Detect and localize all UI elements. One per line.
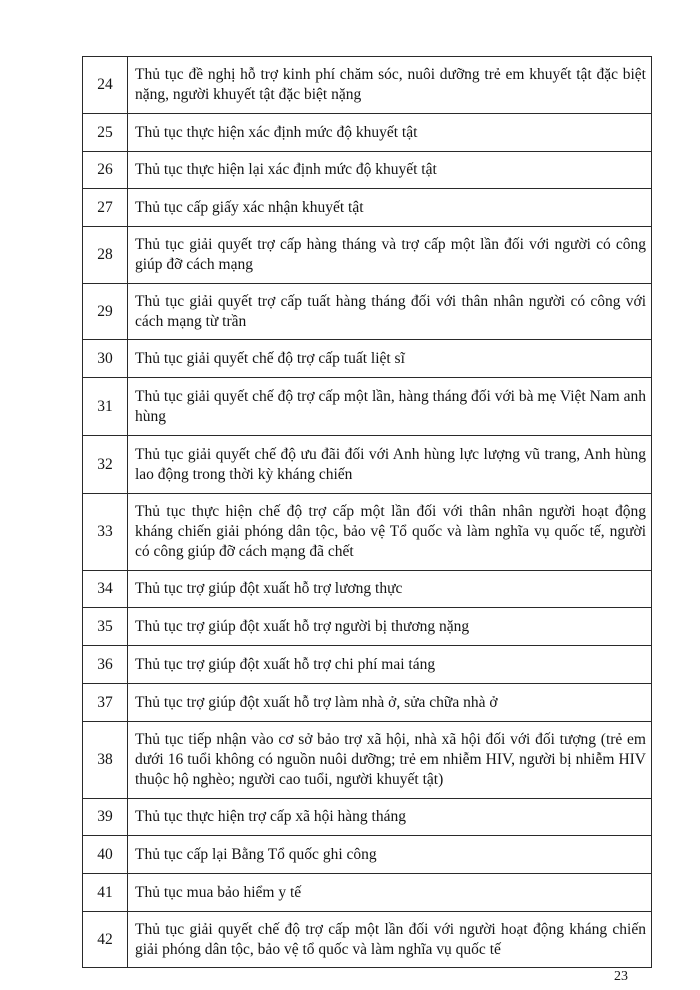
procedure-name: Thủ tục thực hiện chế độ trợ cấp một lần đối với thân nhân người hoạt động kháng chiến giải phóng dân tộc, bảo vệ Tổ quốc và làm nghĩa vụ quốc tế, người có công giúp đỡ cách mạng đã chết — [128, 494, 652, 571]
table-row — [83, 836, 652, 874]
procedure-name: Thủ tục giải quyết chế độ trợ cấp tuất liệt sĩ — [128, 340, 652, 378]
procedure-name: Thủ tục giải quyết trợ cấp tuất hàng tháng đối với thân nhân người có công với cách mạng từ trần — [128, 284, 652, 340]
table-row — [83, 684, 652, 722]
row-number: 30 — [83, 340, 128, 378]
table-row — [83, 378, 652, 436]
procedure-name: Thủ tục giải quyết trợ cấp hàng tháng và trợ cấp một lần đối với người có công giúp đỡ cách mạng — [128, 227, 652, 284]
procedure-name: Thủ tục mua bảo hiểm y tế — [128, 874, 652, 912]
procedure-name: Thủ tục cấp lại Bằng Tổ quốc ghi công — [128, 836, 652, 874]
table-row — [83, 722, 652, 799]
row-number: 31 — [83, 378, 128, 436]
table-row — [83, 114, 652, 152]
row-number: 25 — [83, 114, 128, 152]
row-number: 28 — [83, 227, 128, 284]
procedure-name: Thủ tục thực hiện lại xác định mức độ khuyết tật — [128, 152, 652, 189]
row-number: 32 — [83, 436, 128, 494]
row-number: 36 — [83, 646, 128, 684]
table-row — [83, 608, 652, 646]
table-row — [83, 874, 652, 912]
row-number: 42 — [83, 912, 128, 968]
procedure-name: Thủ tục đề nghị hỗ trợ kinh phí chăm sóc, nuôi dưỡng trẻ em khuyết tật đặc biệt nặng, người khuyết tật đặc biệt nặng — [128, 57, 652, 114]
row-number: 26 — [83, 152, 128, 189]
procedure-name: Thủ tục trợ giúp đột xuất hỗ trợ lương thực — [128, 571, 652, 608]
table-row — [83, 227, 652, 284]
procedure-name: Thủ tục thực hiện xác định mức độ khuyết tật — [128, 114, 652, 152]
table-row — [83, 494, 652, 571]
row-number: 41 — [83, 874, 128, 912]
procedures-table — [82, 56, 652, 968]
procedure-name: Thủ tục trợ giúp đột xuất hỗ trợ chi phí mai táng — [128, 646, 652, 684]
table-row — [83, 57, 652, 114]
row-number: 29 — [83, 284, 128, 340]
table-row — [83, 912, 652, 968]
table-row — [83, 152, 652, 189]
table-row — [83, 436, 652, 494]
table-row — [83, 799, 652, 836]
row-number: 40 — [83, 836, 128, 874]
row-number: 24 — [83, 57, 128, 114]
row-number: 38 — [83, 722, 128, 799]
table-row — [83, 284, 652, 340]
procedure-name: Thủ tục trợ giúp đột xuất hỗ trợ người bị thương nặng — [128, 608, 652, 646]
procedures-table-body — [83, 57, 652, 968]
table-row — [83, 571, 652, 608]
row-number: 33 — [83, 494, 128, 571]
procedure-name: Thủ tục giải quyết chế độ ưu đãi đối với Anh hùng lực lượng vũ trang, Anh hùng lao động trong thời kỳ kháng chiến — [128, 436, 652, 494]
procedure-name: Thủ tục giải quyết chế độ trợ cấp một lần, hàng tháng đối với bà mẹ Việt Nam anh hùng — [128, 378, 652, 436]
table-row — [83, 189, 652, 227]
procedure-name: Thủ tục tiếp nhận vào cơ sở bảo trợ xã hội, nhà xã hội đối với đối tượng (trẻ em dưới 16 tuổi không có nguồn nuôi dưỡng; trẻ em nhiễm HIV, người bị nhiễm HIV thuộc hộ nghèo; người cao tuổi, người khuyết tật) — [128, 722, 652, 799]
procedure-name: Thủ tục trợ giúp đột xuất hỗ trợ làm nhà ở, sửa chữa nhà ở — [128, 684, 652, 722]
table-row — [83, 646, 652, 684]
row-number: 39 — [83, 799, 128, 836]
procedure-name: Thủ tục thực hiện trợ cấp xã hội hàng tháng — [128, 799, 652, 836]
row-number: 27 — [83, 189, 128, 227]
procedure-name: Thủ tục giải quyết chế độ trợ cấp một lần đối với người hoạt động kháng chiến giải phóng dân tộc, bảo vệ tổ quốc và làm nghĩa vụ quốc tế — [128, 912, 652, 968]
row-number: 34 — [83, 571, 128, 608]
row-number: 37 — [83, 684, 128, 722]
page-number: 23 — [614, 969, 628, 984]
procedure-name: Thủ tục cấp giấy xác nhận khuyết tật — [128, 189, 652, 227]
row-number: 35 — [83, 608, 128, 646]
table-row — [83, 340, 652, 378]
